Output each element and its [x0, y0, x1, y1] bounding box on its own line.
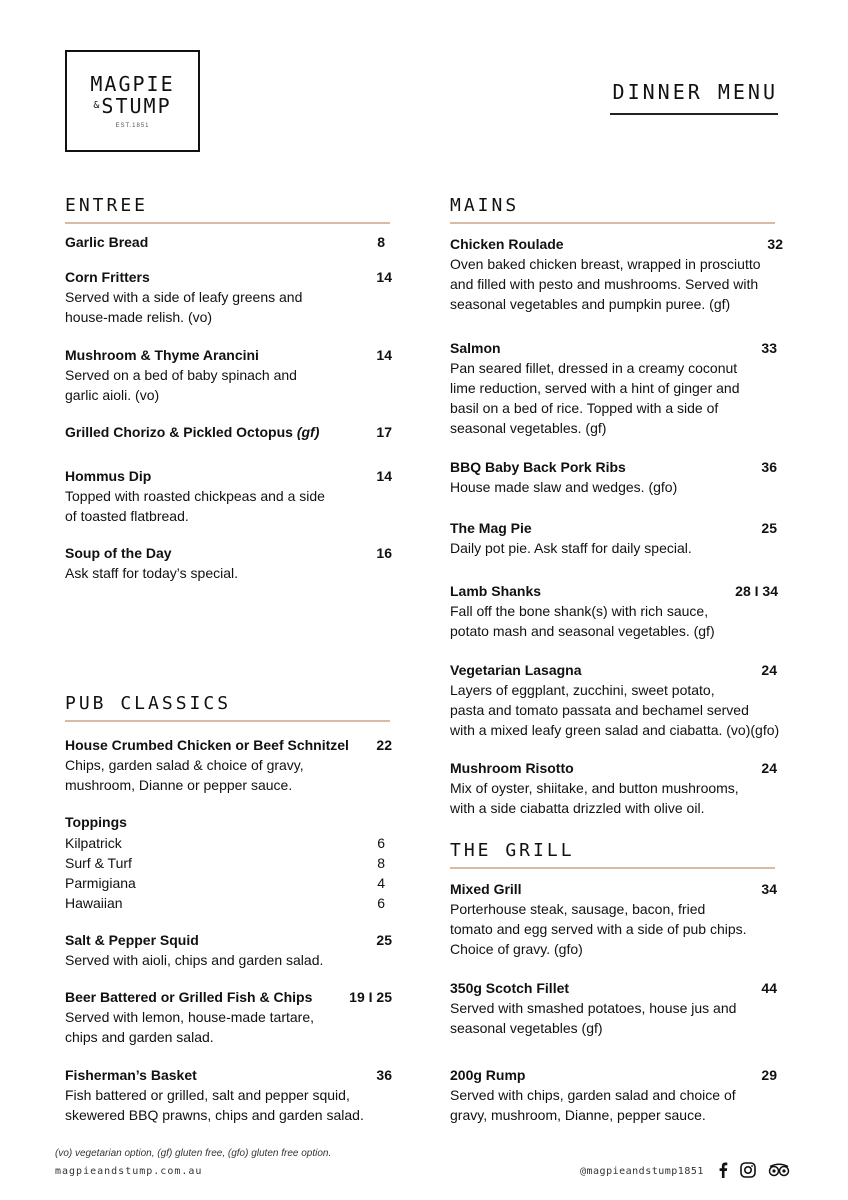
- item-desc-line: pasta and tomato passata and bechamel served: [450, 702, 749, 718]
- item-desc-line: and filled with pesto and mushrooms. Served with: [450, 276, 759, 292]
- topping-name: Hawaiian: [65, 895, 123, 911]
- item-price: 17: [376, 424, 392, 440]
- item-price: 14: [376, 468, 392, 484]
- item-price: 14: [376, 347, 392, 363]
- item-desc-line: Layers of eggplant, zucchini, sweet potato,: [450, 682, 715, 698]
- item-name: Soup of the Day: [65, 545, 172, 561]
- topping-price: 8: [377, 855, 385, 871]
- item-desc-line: Served with aioli, chips and garden salad.: [65, 952, 324, 968]
- item-desc-line: Fish battered or grilled, salt and pepper squid,: [65, 1087, 350, 1103]
- item-desc-line: garlic aioli. (vo): [65, 387, 160, 403]
- logo-established: EST.1851: [115, 123, 150, 129]
- item-desc-line: Served with a side of leafy greens and: [65, 289, 303, 305]
- menu-item: [450, 457, 777, 497]
- item-price: 36: [761, 459, 777, 475]
- item-desc-line: tomato and egg served with a side of pub chips.: [450, 921, 747, 937]
- item-name: Grilled Chorizo & Pickled Octopus: [65, 424, 293, 440]
- item-name: Mixed Grill: [450, 881, 522, 897]
- item-desc-line: mushroom, Dianne or pepper sauce.: [65, 777, 293, 793]
- menu-item: [65, 345, 392, 405]
- topping-row: [65, 893, 385, 913]
- item-name: Beer Battered or Grilled Fish & Chips: [65, 989, 313, 1005]
- menu-item: [65, 1065, 392, 1125]
- toppings-list: [65, 833, 385, 913]
- item-desc-line: house-made relish. (vo): [65, 309, 213, 325]
- item-price: 44: [761, 980, 777, 996]
- item-desc-line: House made slaw and wedges. (gfo): [450, 479, 678, 495]
- instagram-icon[interactable]: [740, 1162, 756, 1178]
- item-name: Fisherman’s Basket: [65, 1067, 197, 1083]
- menu-item: [450, 758, 777, 818]
- item-price: 14: [376, 269, 392, 285]
- item-desc-line: seasonal vegetables and pumpkin puree. (gf): [450, 296, 731, 312]
- menu-item: [65, 735, 392, 795]
- topping-name: Parmigiana: [65, 875, 136, 891]
- item-desc-line: with a side ciabatta drizzled with olive oil.: [450, 800, 705, 816]
- item-desc-line: lime reduction, served with a hint of ginger and: [450, 380, 740, 396]
- menu-item: [450, 660, 780, 740]
- toppings-heading: [65, 812, 392, 832]
- mains-title: MAINS: [450, 195, 775, 224]
- item-name: Chicken Roulade: [450, 236, 564, 252]
- dietary-legend: (vo) vegetarian option, (gf) gluten free, (gfo) gluten free option.: [55, 1148, 332, 1159]
- item-price: 8: [377, 234, 385, 250]
- item-price: 28 I 34: [735, 583, 778, 599]
- item-desc-line: Mix of oyster, shiitake, and button mushrooms,: [450, 780, 739, 796]
- item-desc-line: Daily pot pie. Ask staff for daily special.: [450, 540, 692, 556]
- item-price: 19 I 25: [349, 989, 392, 1005]
- menu-item: [450, 581, 778, 641]
- item-price: 33: [761, 340, 777, 356]
- item-desc-line: potato mash and seasonal vegetables. (gf): [450, 623, 715, 639]
- item-desc-line: with a mixed leafy green salad and ciabatta. (vo)(gfo): [450, 722, 780, 738]
- item-name: Mushroom & Thyme Arancini: [65, 347, 259, 363]
- item-desc-line: Chips, garden salad & choice of gravy,: [65, 757, 304, 773]
- tripadvisor-icon[interactable]: [768, 1162, 790, 1178]
- facebook-icon[interactable]: [718, 1162, 728, 1178]
- menu-item: [450, 879, 777, 959]
- item-name: Corn Fritters: [65, 269, 150, 285]
- menu-item: [65, 267, 392, 327]
- menu-item: [65, 930, 392, 970]
- item-desc-line: Served with chips, garden salad and choice of: [450, 1087, 736, 1103]
- topping-row: [65, 853, 385, 873]
- item-desc-line: Pan seared fillet, dressed in a creamy coconut: [450, 360, 738, 376]
- item-desc-line: of toasted flatbread.: [65, 508, 189, 524]
- item-desc-line: Served with smashed potatoes, house jus and: [450, 1000, 737, 1016]
- item-name: House Crumbed Chicken or Beef Schnitzel: [65, 737, 349, 753]
- topping-row: [65, 833, 385, 853]
- item-name: The Mag Pie: [450, 520, 532, 536]
- topping-name: Surf & Turf: [65, 855, 132, 871]
- menu-title: DINNER MENU: [610, 80, 778, 115]
- item-price: 36: [376, 1067, 392, 1083]
- item-desc-line: Served on a bed of baby spinach and: [65, 367, 297, 383]
- menu-item: [65, 232, 385, 252]
- menu-item: [450, 978, 777, 1038]
- item-price: 25: [761, 520, 777, 536]
- entree-title: ENTREE: [65, 195, 390, 224]
- logo: [65, 50, 200, 152]
- menu-item: [65, 466, 392, 526]
- menu-item: [450, 1065, 777, 1125]
- item-price: 24: [761, 662, 777, 678]
- menu-item: [65, 422, 392, 442]
- item-name: Vegetarian Lasagna: [450, 662, 582, 678]
- item-desc-line: Served with lemon, house-made tartare,: [65, 1009, 315, 1025]
- topping-price: 4: [377, 875, 385, 891]
- topping-price: 6: [377, 835, 385, 851]
- topping-price: 6: [377, 895, 385, 911]
- logo-ampersand: &: [93, 100, 100, 111]
- menu-item: [65, 543, 392, 583]
- social-icons: [718, 1162, 790, 1178]
- pub-classics-title: PUB CLASSICS: [65, 693, 390, 722]
- menu-item: [450, 518, 777, 558]
- item-name: Lamb Shanks: [450, 583, 542, 599]
- item-name: Mushroom Risotto: [450, 760, 574, 776]
- item-desc-line: skewered BBQ prawns, chips and garden salad.: [65, 1107, 364, 1123]
- item-desc-line: gravy, mushroom, Dianne, pepper sauce.: [450, 1107, 706, 1123]
- item-price: 32: [767, 236, 783, 252]
- item-desc-line: Choice of gravy. (gfo): [450, 941, 583, 957]
- item-price: 25: [376, 932, 392, 948]
- item-desc-line: Ask staff for today’s special.: [65, 565, 239, 581]
- logo-line2: [93, 95, 171, 117]
- item-desc-line: Fall off the bone shank(s) with rich sauce,: [450, 603, 709, 619]
- item-desc-line: chips and garden salad.: [65, 1029, 214, 1045]
- menu-item: [450, 338, 777, 438]
- website-link[interactable]: magpieandstump.com.au: [55, 1166, 203, 1177]
- item-desc-line: basil on a bed of rice. Topped with a side of: [450, 400, 719, 416]
- logo-line2-text: STUMP: [101, 94, 172, 118]
- item-desc-line: seasonal vegetables (gf): [450, 1020, 603, 1036]
- toppings-title: Toppings: [65, 814, 127, 830]
- item-name: 350g Scotch Fillet: [450, 980, 570, 996]
- topping-name: Kilpatrick: [65, 835, 122, 851]
- social-handle: @magpieandstump1851: [580, 1166, 704, 1177]
- item-desc-line: Porterhouse steak, sausage, bacon, fried: [450, 901, 706, 917]
- item-price: 16: [376, 545, 392, 561]
- item-desc-line: Oven baked chicken breast, wrapped in prosciutto: [450, 256, 761, 272]
- item-name: BBQ Baby Back Pork Ribs: [450, 459, 626, 475]
- item-dietary-tag: (gf): [296, 424, 320, 440]
- menu-item: [450, 234, 783, 314]
- item-name: Salt & Pepper Squid: [65, 932, 199, 948]
- item-price: 24: [761, 760, 777, 776]
- item-price: 34: [761, 881, 777, 897]
- topping-row: [65, 873, 385, 893]
- grill-title: THE GRILL: [450, 840, 775, 869]
- item-desc-line: seasonal vegetables. (gf): [450, 420, 607, 436]
- item-name: Salmon: [450, 340, 501, 356]
- menu-item: [65, 987, 392, 1047]
- item-desc-line: Topped with roasted chickpeas and a side: [65, 488, 325, 504]
- item-name: Hommus Dip: [65, 468, 152, 484]
- item-name: 200g Rump: [450, 1067, 526, 1083]
- item-name: Garlic Bread: [65, 234, 149, 250]
- logo-line1: MAGPIE: [90, 72, 175, 96]
- item-price: 29: [761, 1067, 777, 1083]
- item-price: 22: [376, 737, 392, 753]
